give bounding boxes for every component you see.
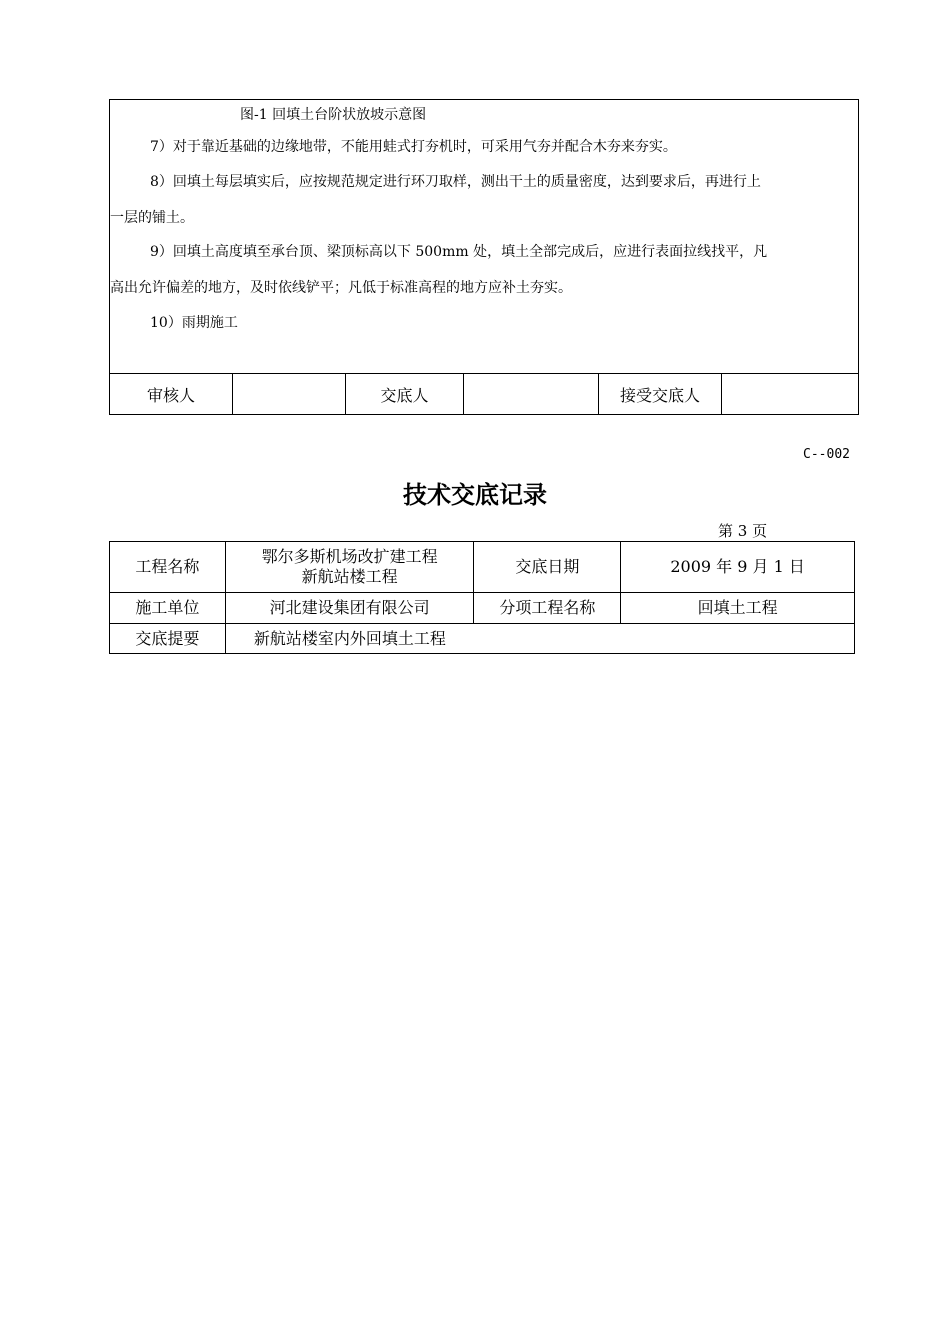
reviewer-label: 审核人 [110, 374, 233, 415]
subproject-label: 分项工程名称 [474, 593, 621, 624]
presenter-value[interactable] [464, 374, 599, 415]
project-name-value [225, 542, 474, 593]
unit-label: 施工单位 [110, 593, 226, 624]
paragraph-7: 7）对于靠近基础的边缘地带，不能用蛙式打夯机时，可采用气夯并配合木夯来夯实。 [150, 139, 677, 155]
paragraph-9-line1: 9）回填土高度填至承台顶、梁顶标高以下 500mm 处，填土全部完成后，应进行表面拉线找平，凡 [150, 244, 768, 260]
document-title: 技术交底记录 [403, 481, 547, 509]
receiver-value[interactable] [722, 374, 858, 415]
presenter-label: 交底人 [346, 374, 464, 415]
project-name-line1: 鄂尔多斯机场改扩建工程 [261, 547, 438, 566]
signature-row [110, 373, 858, 415]
paragraph-8-line2: 一层的铺土。 [110, 210, 194, 226]
date-value: 2009 年 9 月 1 日 [621, 542, 855, 593]
project-name-line2: 新航站楼工程 [301, 567, 398, 586]
paragraph-10: 10）雨期施工 [150, 315, 238, 331]
continuation-box [109, 99, 859, 415]
table-row [110, 542, 855, 593]
unit-value: 河北建设集团有限公司 [225, 593, 474, 624]
figure-caption: 图-1 回填土台阶状放坡示意图 [240, 107, 427, 123]
subproject-value: 回填土工程 [621, 593, 855, 624]
table-row [110, 593, 855, 624]
reviewer-value[interactable] [233, 374, 346, 415]
table-row [110, 624, 855, 654]
page-number: 第 3 页 [718, 522, 768, 540]
project-name-label: 工程名称 [110, 542, 226, 593]
date-label: 交底日期 [474, 542, 621, 593]
summary-value: 新航站楼室内外回填土工程 [225, 624, 854, 654]
info-table [109, 541, 855, 654]
document-code: C--002 [803, 447, 850, 462]
summary-label: 交底提要 [110, 624, 226, 654]
receiver-label: 接受交底人 [599, 374, 722, 415]
paragraph-8-line1: 8）回填土每层填实后，应按规范规定进行环刀取样，测出干土的质量密度，达到要求后，再进行上 [150, 174, 761, 190]
paragraph-9-line2: 高出允许偏差的地方，及时依线铲平；凡低于标准高程的地方应补土夯实。 [110, 280, 572, 296]
